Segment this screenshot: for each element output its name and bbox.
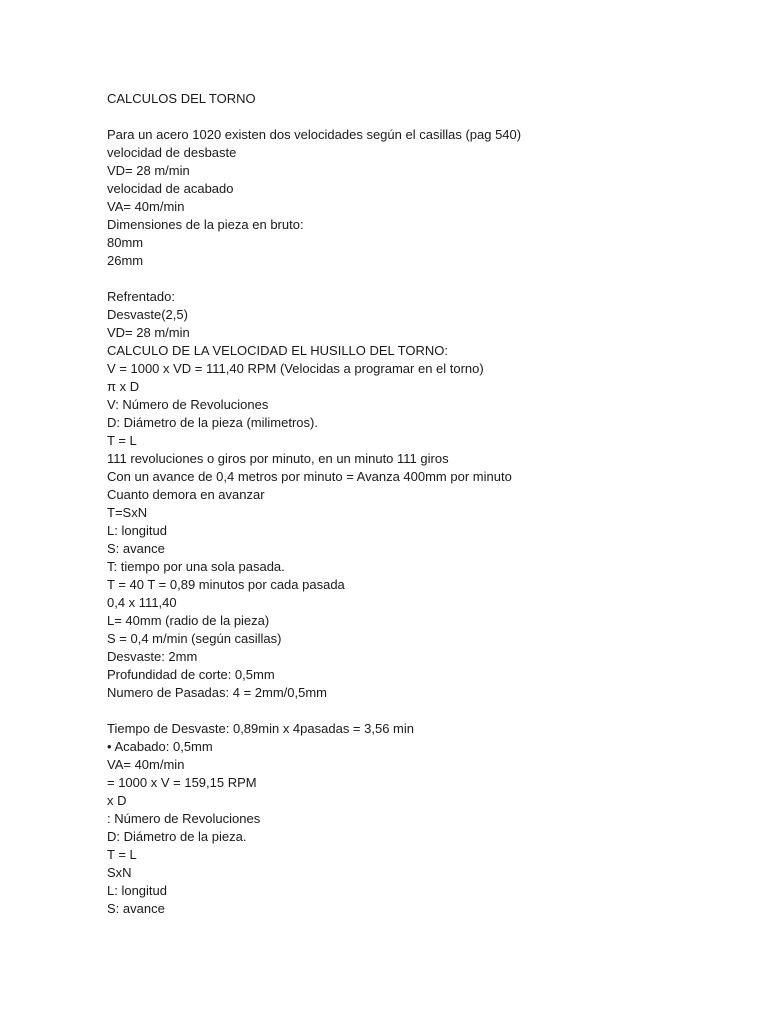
section-materials [107, 126, 747, 270]
text-line: T: tiempo por una sola pasada. [107, 559, 285, 574]
text-line: : Número de Revoluciones [107, 811, 261, 826]
text-line: T=SxN [107, 505, 148, 520]
text-line: Desvaste: 2mm [107, 649, 198, 664]
text-line: = 1000 x V = 159,15 RPM [107, 775, 257, 790]
paragraph-gap [107, 270, 747, 288]
text-line: 26mm [107, 253, 144, 268]
text-line: S: avance [107, 901, 165, 916]
text-line: D: Diámetro de la pieza. [107, 829, 247, 844]
text-line: L= 40mm (radio de la pieza) [107, 613, 270, 628]
text-line: T = 40 T = 0,89 minutos por cada pasada [107, 577, 345, 592]
text-line: VA= 40m/min [107, 757, 185, 772]
text-line: T = L [107, 847, 137, 862]
text-line: π x D [107, 379, 140, 394]
text-line: 80mm [107, 235, 144, 250]
text-line: S = 0,4 m/min (según casillas) [107, 631, 282, 646]
text-line: Cuanto demora en avanzar [107, 487, 265, 502]
text-line: VD= 28 m/min [107, 325, 190, 340]
text-line: VA= 40m/min [107, 199, 185, 214]
text-line: Con un avance de 0,4 metros por minuto = Avanza 400mm por minuto [107, 469, 512, 484]
text-line: velocidad de desbaste [107, 145, 237, 160]
text-line: velocidad de acabado [107, 181, 234, 196]
text-line: Desvaste(2,5) [107, 307, 188, 322]
text-line: D: Diámetro de la pieza (milimetros). [107, 415, 318, 430]
text-line: V: Número de Revoluciones [107, 397, 269, 412]
section-acabado [107, 720, 747, 918]
text-line: SxN [107, 865, 132, 880]
text-line: x D [107, 793, 127, 808]
text-line: CALCULO DE LA VELOCIDAD EL HUSILLO DEL TORNO: [107, 343, 449, 358]
text-line: 111 revoluciones o giros por minuto, en un minuto 111 giros [107, 451, 449, 466]
text-line: Dimensiones de la pieza en bruto: [107, 217, 304, 232]
text-line: S: avance [107, 541, 165, 556]
text-line: T = L [107, 433, 137, 448]
text-line: Refrentado: [107, 289, 175, 304]
text-line: L: longitud [107, 883, 167, 898]
text-line: • Acabado: 0,5mm [107, 739, 213, 754]
text-line: Tiempo de Desvaste: 0,89min x 4pasadas = 3,56 min [107, 721, 414, 736]
text-line: V = 1000 x VD = 111,40 RPM (Velocidas a programar en el torno) [107, 361, 484, 376]
paragraph-gap [107, 702, 747, 720]
text-line: Profundidad de corte: 0,5mm [107, 667, 275, 682]
text-line: 0,4 x 111,40 [107, 595, 177, 610]
text-line: Para un acero 1020 existen dos velocidades según el casillas (pag 540) [107, 127, 522, 142]
text-line: VD= 28 m/min [107, 163, 190, 178]
document-page [107, 90, 747, 918]
section-refrentado [107, 288, 747, 702]
text-line: Numero de Pasadas: 4 = 2mm/0,5mm [107, 685, 328, 700]
document-title: CALCULOS DEL TORNO [107, 91, 256, 106]
text-line: L: longitud [107, 523, 167, 538]
